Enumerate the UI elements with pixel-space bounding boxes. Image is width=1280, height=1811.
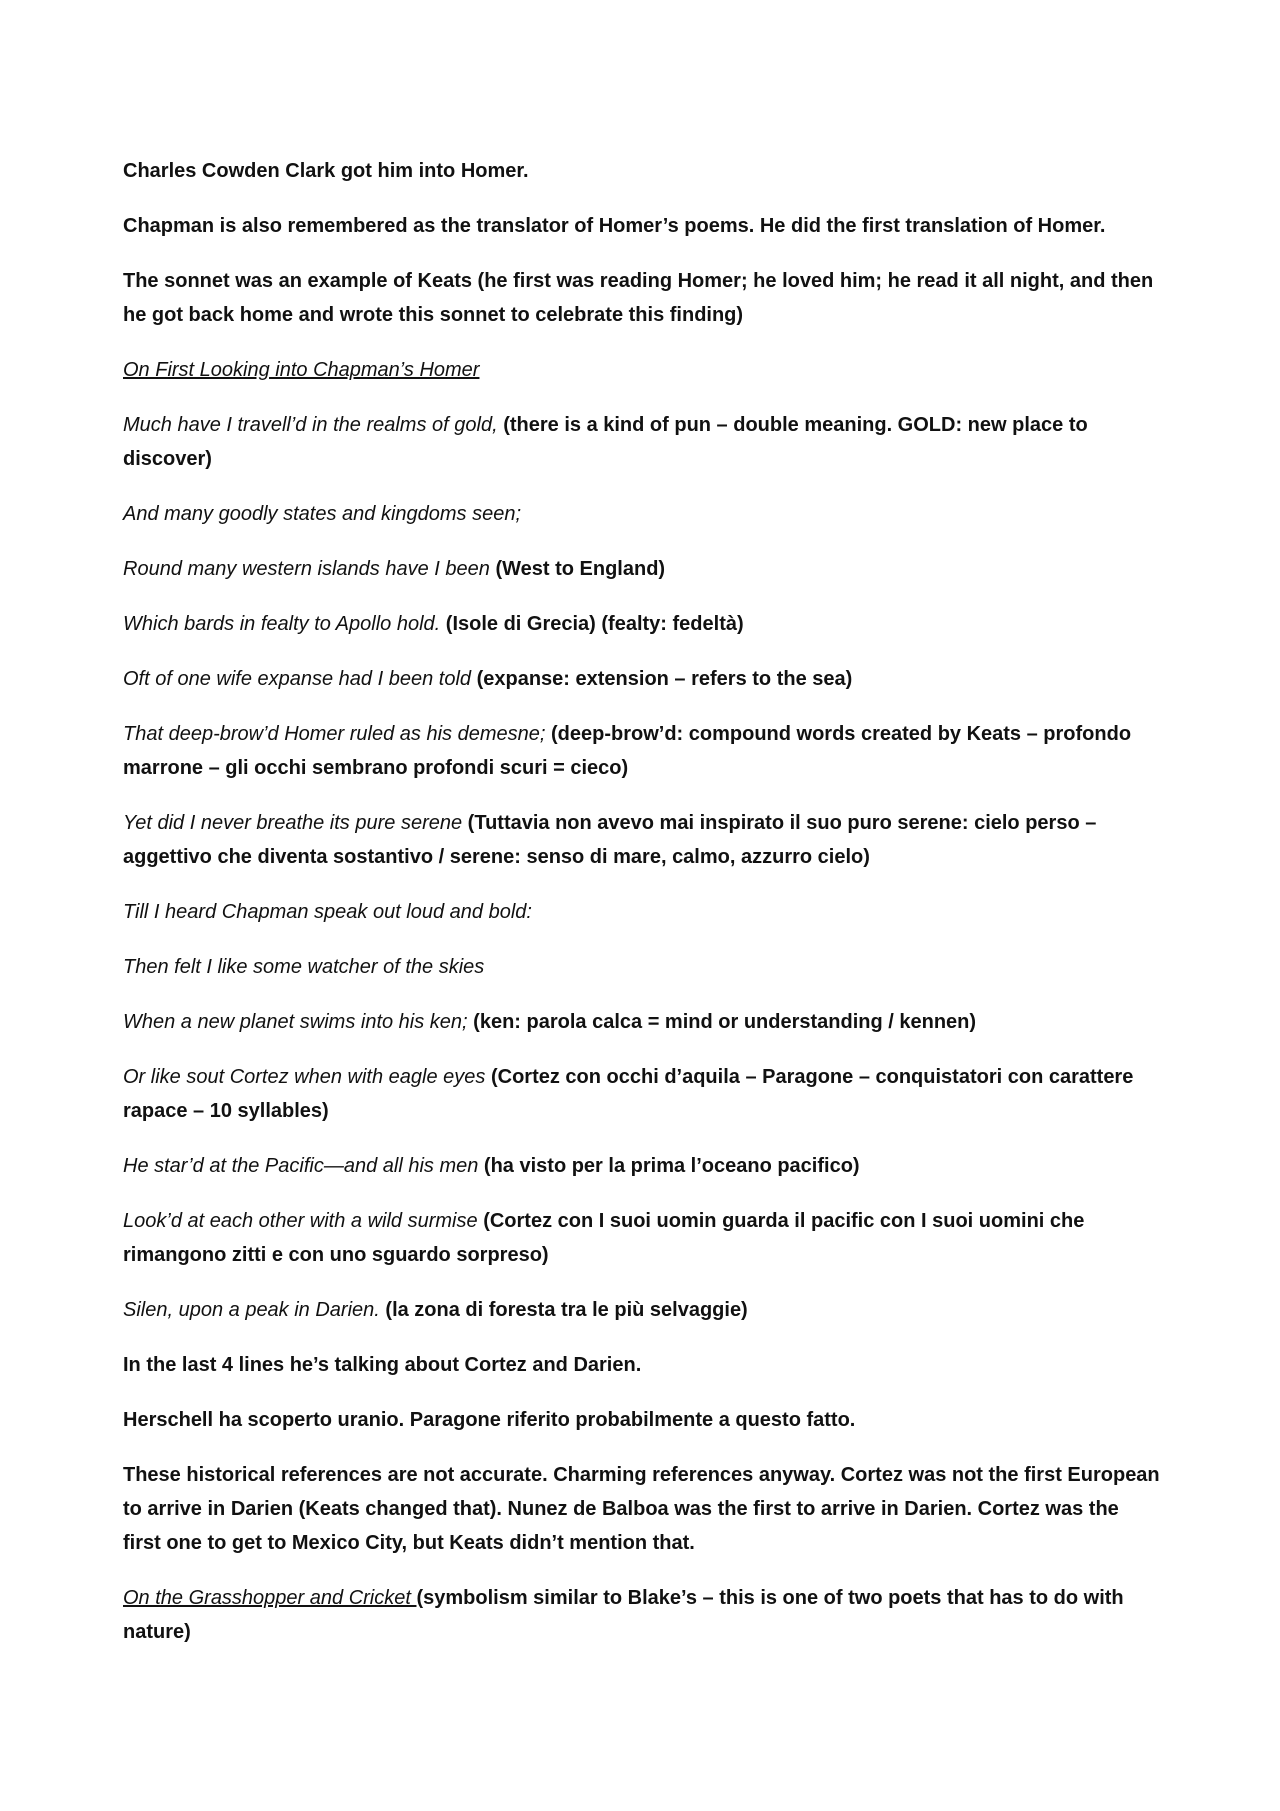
verse-line bbox=[123, 1149, 1162, 1183]
poem-title bbox=[123, 353, 1162, 387]
verse-line bbox=[123, 1005, 1162, 1039]
verse-text: Or like sout Cortez when with eagle eyes bbox=[123, 1066, 486, 1088]
verse-text: Till I heard Chapman speak out loud and bold: bbox=[123, 901, 532, 923]
verse-note: (ken: parola calca = mind or understanding / kennen) bbox=[473, 1011, 977, 1033]
verse-note: (expanse: extension – refers to the sea) bbox=[476, 668, 853, 690]
verse-line bbox=[123, 408, 1162, 476]
verse-note: (ha visto per la prima l’oceano pacifico) bbox=[483, 1155, 860, 1177]
verse-note: (there is a kind of pun – double meaning. GOLD: new place to discover) bbox=[123, 414, 1088, 470]
paragraph-herschell: Herschell ha scoperto uranio. Paragone riferito probabilmente a questo fatto. bbox=[123, 1409, 856, 1431]
verse-note: (West to England) bbox=[495, 558, 666, 580]
verse-text: Look’d at each other with a wild surmise bbox=[123, 1210, 478, 1232]
verse-text: He star’d at the Pacific—and all his men bbox=[123, 1155, 479, 1177]
poem-title-text: On First Looking into Chapman’s Homer bbox=[123, 359, 480, 381]
paragraph-chapman: Chapman is also remembered as the translator of Homer’s poems. He did the first translation of Homer. bbox=[123, 215, 1106, 237]
verse-line bbox=[123, 950, 1162, 984]
verse-note: (Isole di Grecia) (fealty: fedeltà) bbox=[445, 613, 744, 635]
verse-text: When a new planet swims into his ken; bbox=[123, 1011, 468, 1033]
verse-line bbox=[123, 662, 1162, 696]
verse-note: (Tuttavia non avevo mai inspirato il suo puro serene: cielo perso – aggettivo che diventa sostantivo / serene: senso di mare, calmo, azzurro cielo) bbox=[123, 812, 1097, 868]
paragraph-sonnet-intro: The sonnet was an example of Keats (he first was reading Homer; he loved him; he read it all night, and then he got back home and wrote this sonnet to celebrate this finding) bbox=[123, 270, 1154, 326]
verse-line bbox=[123, 552, 1162, 586]
verse-text: Which bards in fealty to Apollo hold. bbox=[123, 613, 441, 635]
verse-line bbox=[123, 1060, 1162, 1128]
verse-line bbox=[123, 607, 1162, 641]
verse-note: (Cortez con occhi d’aquila – Paragone – conquistatori con carattere rapace – 10 syllables) bbox=[123, 1066, 1134, 1122]
paragraph-clark: Charles Cowden Clark got him into Homer. bbox=[123, 160, 529, 182]
verse-text: Silen, upon a peak in Darien. bbox=[123, 1299, 380, 1321]
grasshopper-title-line bbox=[123, 1581, 1162, 1649]
verse-text: Then felt I like some watcher of the skies bbox=[123, 956, 485, 978]
verse-text: Yet did I never breathe its pure serene bbox=[123, 812, 463, 834]
verse-note: (deep-brow’d: compound words created by Keats – profondo marrone – gli occhi sembrano profondi scuri = cieco) bbox=[123, 723, 1132, 779]
verse-text: That deep-brow’d Homer ruled as his demesne; bbox=[123, 723, 546, 745]
paragraph-last-lines: In the last 4 lines he’s talking about Cortez and Darien. bbox=[123, 1354, 642, 1376]
verse-line bbox=[123, 806, 1162, 874]
verse-line bbox=[123, 895, 1162, 929]
verse-line bbox=[123, 497, 1162, 531]
verse-text: Much have I travell’d in the realms of gold, bbox=[123, 414, 498, 436]
verse-note: (Cortez con I suoi uomin guarda il pacific con I suoi uomini che rimangono zitti e con uno sguardo sorpreso) bbox=[123, 1210, 1085, 1266]
verse-line bbox=[123, 717, 1162, 785]
verse-text: Round many western islands have I been bbox=[123, 558, 490, 580]
verse-note: (la zona di foresta tra le più selvaggie) bbox=[385, 1299, 748, 1321]
verse-text: Oft of one wife expanse had I been told bbox=[123, 668, 472, 690]
grasshopper-title: On the Grasshopper and Cricket bbox=[123, 1587, 417, 1609]
verse-text: And many goodly states and kingdoms seen; bbox=[123, 503, 522, 525]
verse-line bbox=[123, 1293, 1162, 1327]
grasshopper-note: (symbolism similar to Blake’s – this is one of two poets that has to do with nature) bbox=[123, 1587, 1124, 1643]
paragraph-historical-references: These historical references are not accurate. Charming references anyway. Cortez was not the first European to arrive in Darien (Keats changed that). Nunez de Balboa was the first to arrive in Darien. Cortez was the first one to get to Mexico City, but Keats didn’t mention that. bbox=[123, 1464, 1160, 1554]
verse-line bbox=[123, 1204, 1162, 1272]
